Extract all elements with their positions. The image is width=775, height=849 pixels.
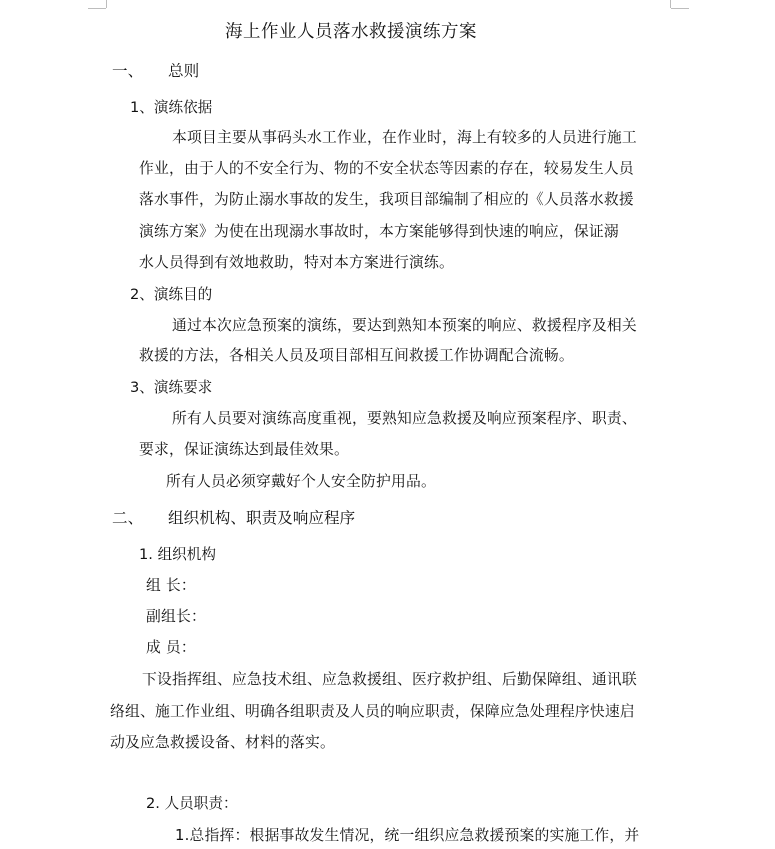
section1-number: 一、 (112, 62, 144, 80)
margin-mark-left-horizontal (88, 8, 106, 9)
document-title: 海上作业人员落水救援演练方案 (225, 22, 477, 42)
section2-heading (112, 508, 355, 528)
margin-mark-right-horizontal (671, 8, 689, 9)
organization-paragraph-line: 下设指挥组、应急技术组、应急救援组、医疗救护组、后勤保障组、通讯联 (142, 671, 637, 688)
basis-paragraph-line: 水人员得到有效地救助，特对本方案进行演练。 (139, 254, 454, 271)
margin-mark-left (106, 0, 107, 8)
members-label: 成 员： (146, 639, 196, 656)
purpose-paragraph-line: 救援的方法，各相关人员及项目部相互间救援工作协调配合流畅。 (139, 347, 574, 364)
requirements-paragraph-line: 所有人员要对演练高度重视，要熟知应急救援及响应预案程序、职责、 (172, 410, 637, 427)
basis-paragraph-line: 落水事件，为防止溺水事故的发生，我项目部编制了相应的《人员落水救援 (139, 191, 634, 208)
requirements-paragraph-line: 所有人员必须穿戴好个人安全防护用品。 (166, 473, 436, 490)
organization-paragraph-line: 动及应急救援设备、材料的落实。 (110, 734, 335, 751)
deputy-leader-label: 副组长： (146, 608, 206, 625)
section2-number: 二、 (112, 509, 144, 527)
purpose-paragraph-line: 通过本次应急预案的演练，要达到熟知本预案的响应、救援程序及相关 (172, 317, 637, 334)
section1-heading (112, 61, 199, 81)
section2-title: 组织机构、职责及响应程序 (168, 509, 356, 527)
subsection-responsibilities-heading: 2. 人员职责： (146, 795, 238, 812)
requirements-paragraph-line: 要求，保证演练达到最佳效果。 (139, 441, 349, 458)
responsibilities-paragraph-line: 1.总指挥：根据事故发生情况，统一组织应急救援预案的实施工作，并 (175, 827, 640, 844)
margin-mark-right (670, 0, 671, 8)
basis-paragraph-line: 本项目主要从事码头水工作业，在作业时，海上有较多的人员进行施工 (172, 129, 637, 146)
team-leader-label: 组 长： (146, 577, 196, 594)
subsection-requirements-heading: 3、演练要求 (130, 379, 213, 396)
basis-paragraph-line: 演练方案》为使在出现溺水事故时，本方案能够得到快速的响应，保证溺 (139, 223, 619, 240)
basis-paragraph-line: 作业，由于人的不安全行为、物的不安全状态等因素的存在，较易发生人员 (139, 160, 634, 177)
organization-paragraph-line: 络组、施工作业组、明确各组职责及人员的响应职责，保障应急处理程序快速启 (110, 703, 635, 720)
subsection-purpose-heading: 2、演练目的 (130, 286, 213, 303)
subsection-basis-heading: 1、演练依据 (130, 99, 213, 116)
subsection-organization-heading: 1. 组织机构 (139, 546, 216, 563)
section1-title: 总则 (168, 62, 200, 80)
